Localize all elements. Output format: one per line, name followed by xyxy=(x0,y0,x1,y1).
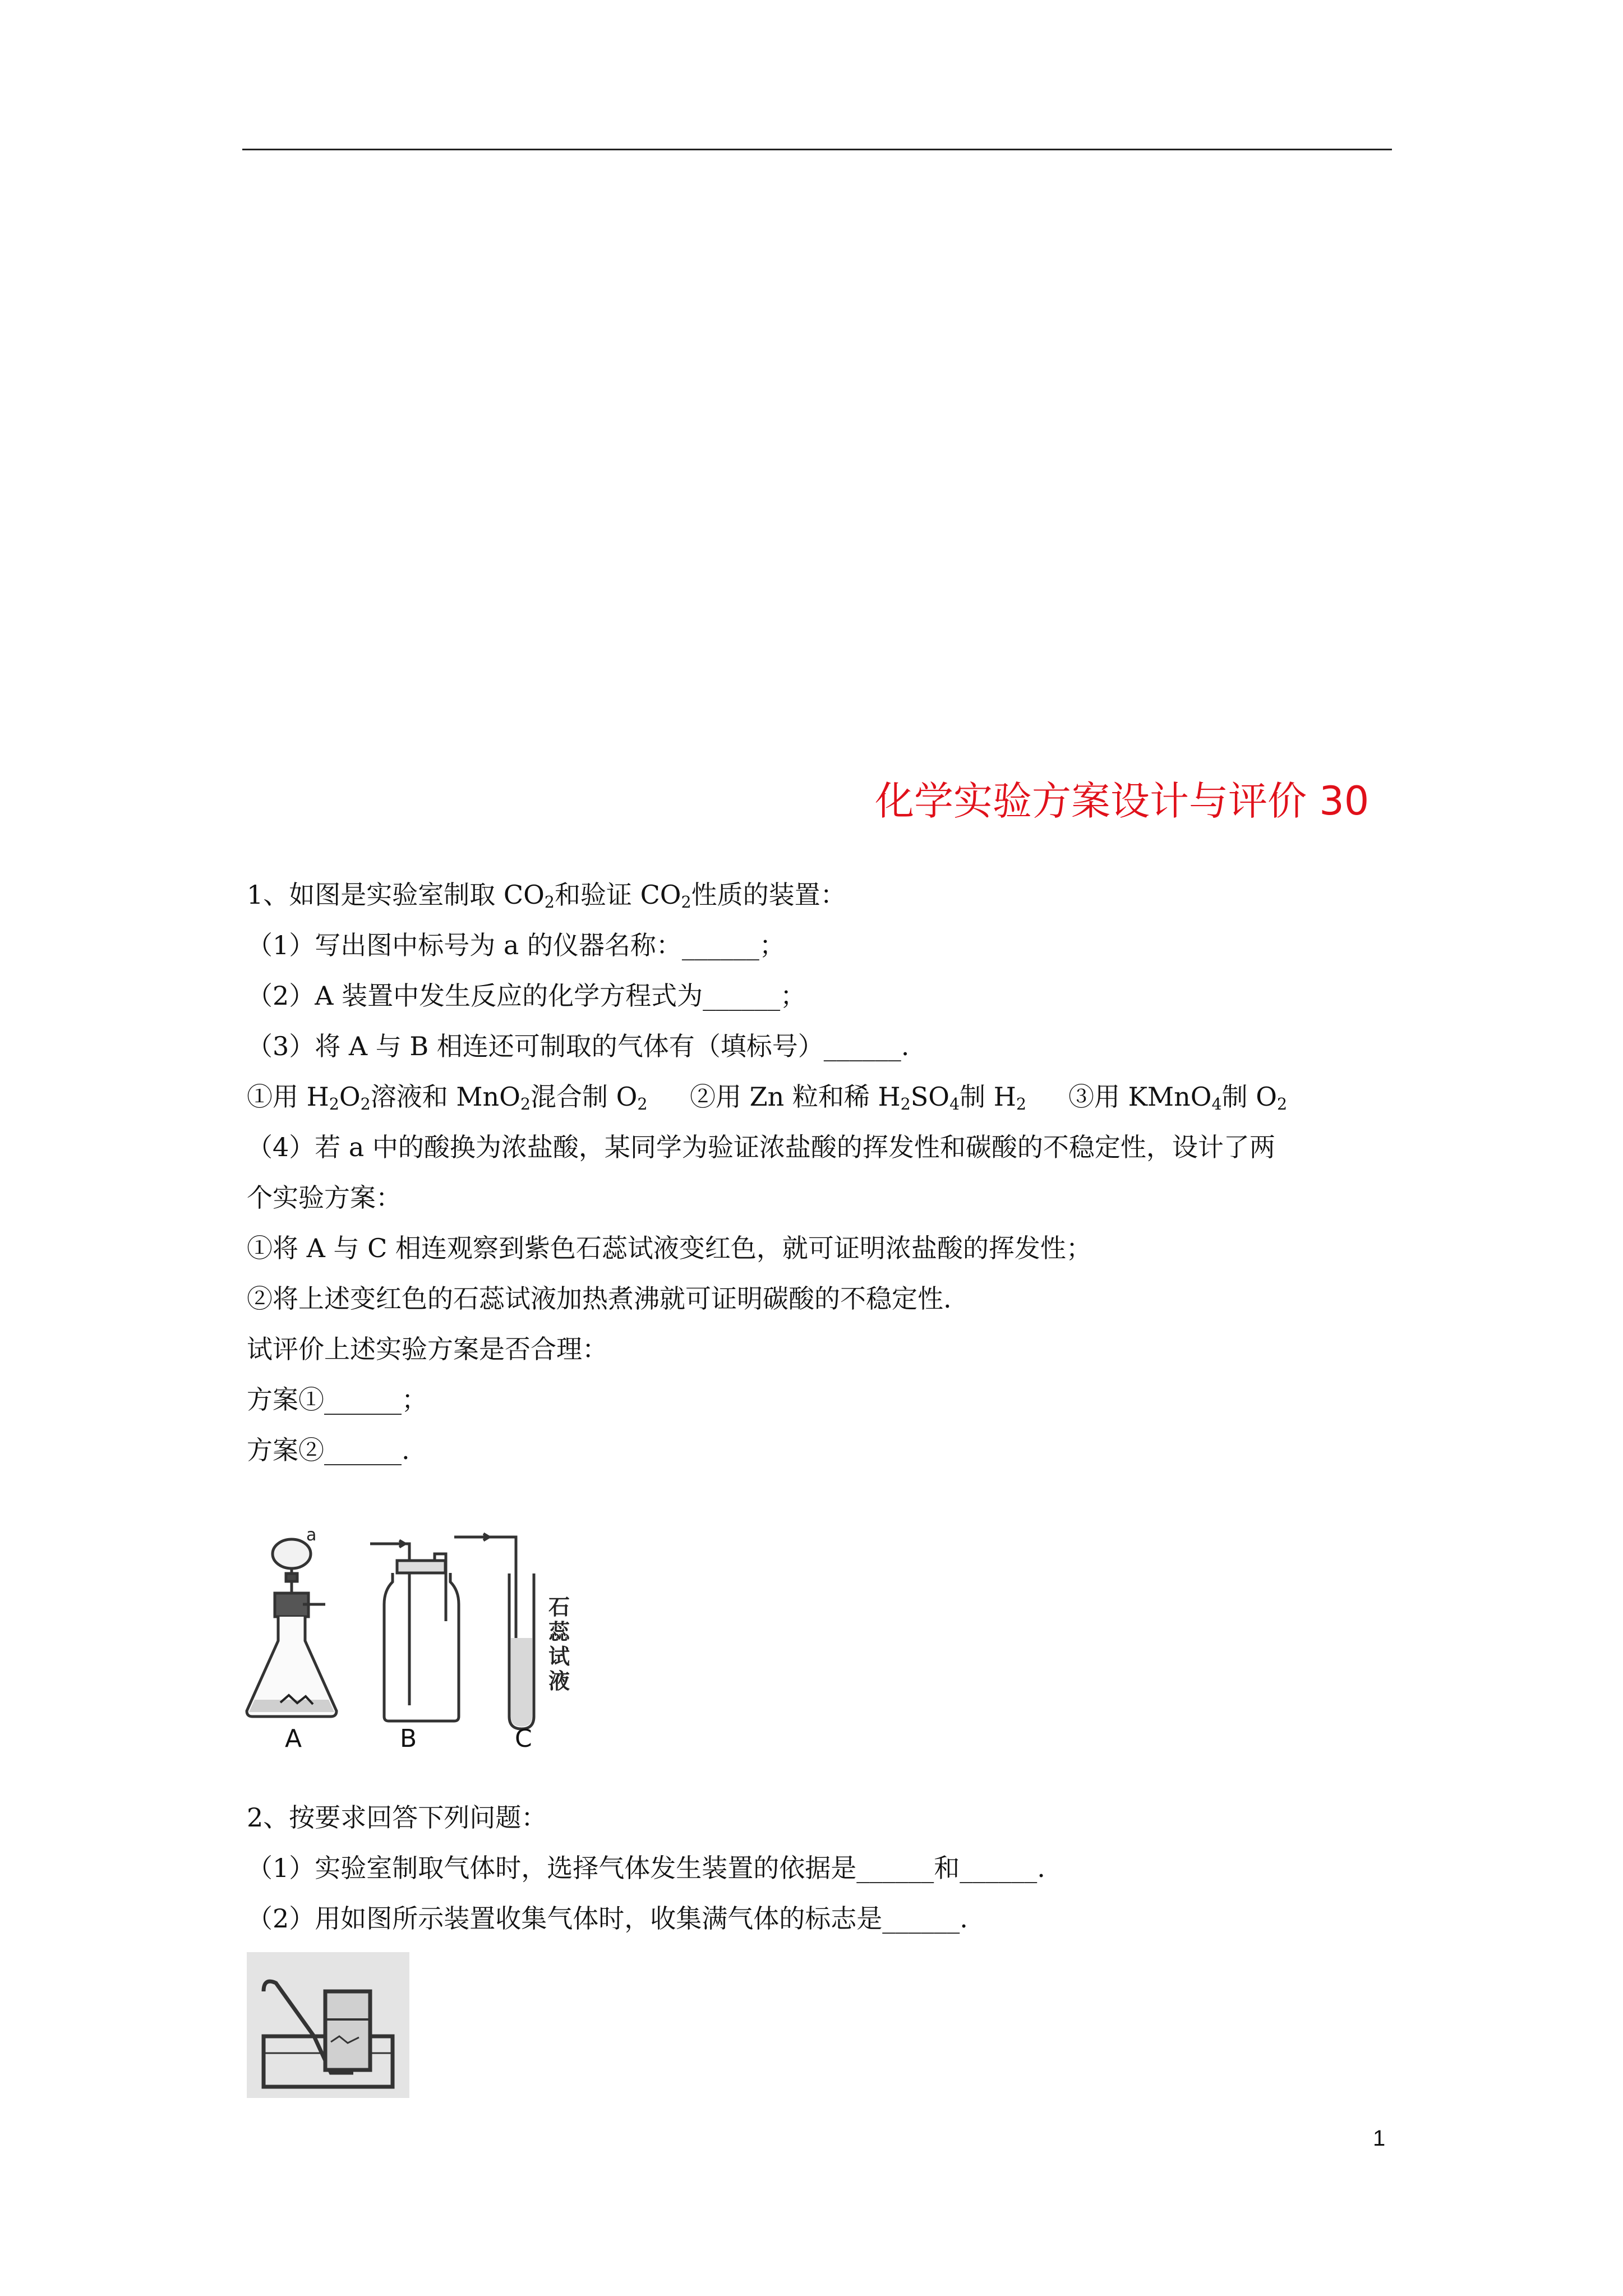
q2-part1: （1）实验室制取气体时，选择气体发生装置的依据是______和______. xyxy=(247,1853,1045,1883)
header-rule xyxy=(242,149,1392,150)
q1-plan-1: ①将 A 与 C 相连观察到紫色石蕊试液变红色，就可证明浓盐酸的挥发性； xyxy=(247,1233,1092,1263)
q1-part4-line2: 个实验方案： xyxy=(247,1182,402,1213)
caption-a: A xyxy=(285,1724,302,1753)
litmus-label-2: 蕊 xyxy=(548,1619,570,1644)
q1-part4-line1: （4）若 a 中的酸换为浓盐酸，某同学为验证浓盐酸的挥发性和碳酸的不稳定性，设计了两 xyxy=(247,1132,1275,1162)
caption-c: C xyxy=(515,1724,532,1753)
q1-stem: 1、如图是实验室制取 $CO_2$和验证 $CO_2$性质的装置： xyxy=(247,880,846,912)
apparatus-c-test-tube xyxy=(454,1534,534,1729)
caption-b: B xyxy=(400,1724,417,1753)
apparatus-a-flask xyxy=(247,1539,336,1717)
q1-plan-2: ②将上述变红色的石蕊试液加热煮沸就可证明碳酸的不稳定性. xyxy=(247,1283,952,1314)
q1-answer-1: 方案①______； xyxy=(247,1384,427,1415)
litmus-label-4: 液 xyxy=(548,1669,570,1694)
litmus-label-3: 试 xyxy=(548,1644,570,1669)
q1-option-3: ③用 KMnO$_4$制 $O_2$ xyxy=(1068,1082,1288,1114)
page-number: 1 xyxy=(1373,2126,1386,2151)
q2-part2: （2）用如图所示装置收集气体时，收集满气体的标志是______. xyxy=(247,1903,968,1934)
q1-part2: （2）A 装置中发生反应的化学方程式为______； xyxy=(247,981,806,1011)
q1-part1: （1）写出图中标号为 a 的仪器名称：______； xyxy=(247,930,785,960)
litmus-label-1: 石 xyxy=(548,1595,570,1619)
label-a: a xyxy=(306,1525,317,1545)
apparatus-b-bottle xyxy=(370,1540,459,1721)
q2-stem: 2、按要求回答下列问题： xyxy=(247,1802,547,1833)
q1-option-1: ①用 $H_2O_2$溶液和 MnO$_2$混合制 $O_2$ xyxy=(247,1082,648,1114)
q1-option-2: ②用 Zn 粒和稀 $H_2SO_4$制 $H_2$ xyxy=(690,1082,1027,1114)
q1-answer-2: 方案②______. xyxy=(247,1435,410,1465)
q1-part3: （3）将 A 与 B 相连还可制取的气体有（填标号）______. xyxy=(247,1031,910,1061)
water-collection-figure xyxy=(247,1952,409,2098)
page-title: 化学实验方案设计与评价 30 xyxy=(875,778,1370,824)
q1-evaluate: 试评价上述实验方案是否合理： xyxy=(247,1334,608,1364)
